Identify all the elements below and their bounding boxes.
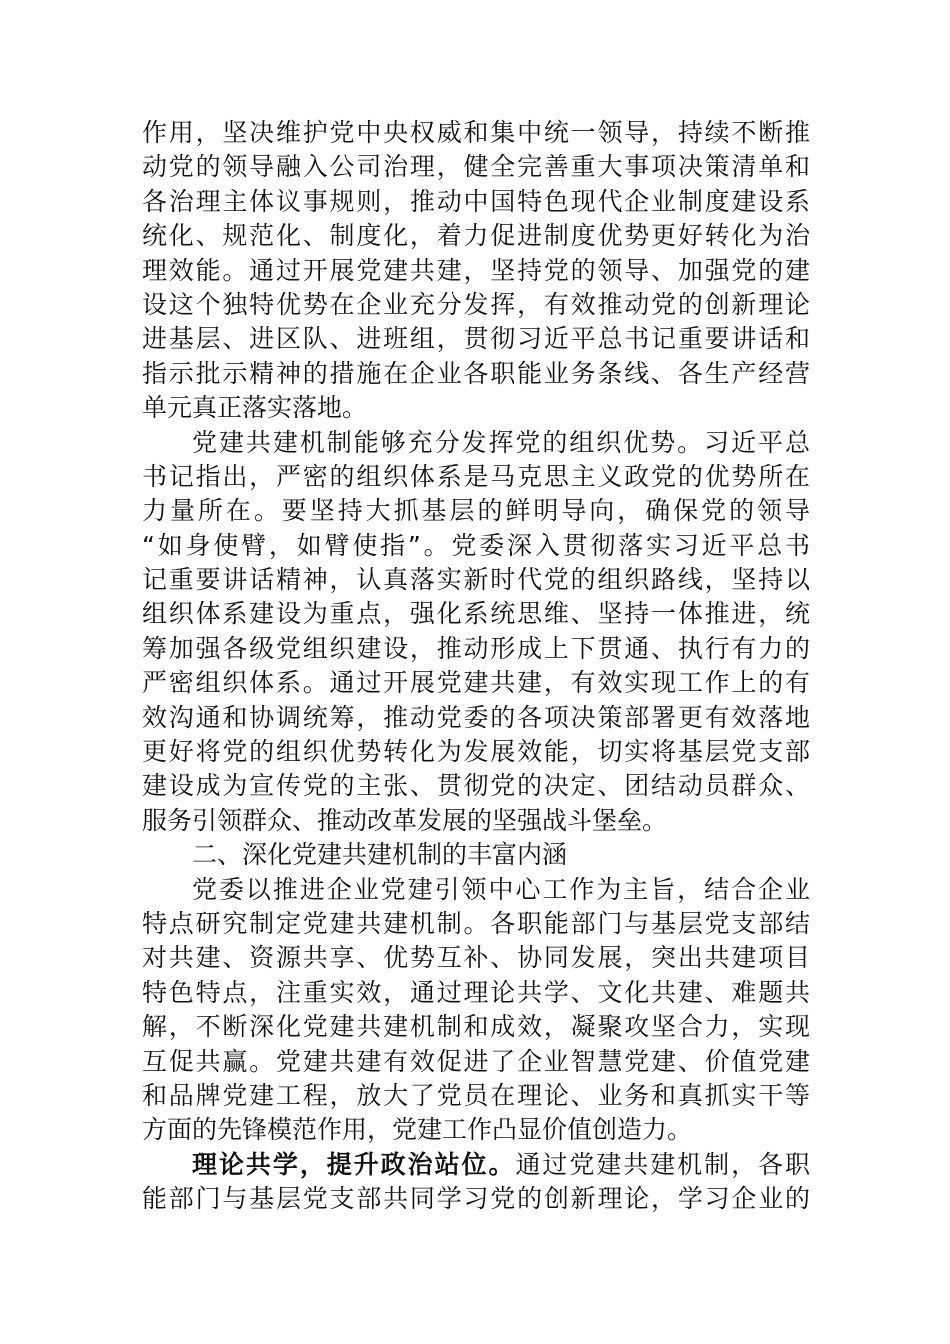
text-line: 设这个独特优势在企业充分发挥，有效推动党的创新理论 <box>142 289 810 319</box>
text-line: 方面的先锋模范作用，党建工作凸显价值创造力。 <box>142 1115 693 1145</box>
bold-lead-text: 理论共学，提升政治站位。 <box>192 1149 516 1179</box>
text-line: 筹加强各级党组织建设，推动形成上下贯通、执行有力的 <box>142 633 810 663</box>
text-line: 理效能。通过开展党建共建，坚持党的领导、加强党的建 <box>142 255 810 285</box>
text-line: 特点研究制定党建共建机制。各职能部门与基层党支部结 <box>142 908 810 938</box>
text-line: 和品牌党建工程，放大了党员在理论、业务和真抓实干等 <box>142 1080 810 1110</box>
text-line: 党建共建机制能够充分发挥党的组织优势。习近平总 <box>192 427 810 457</box>
text-line: 单元真正落实落地。 <box>142 393 368 423</box>
text-line: 各治理主体议事规则，推动中国特色现代企业制度建设系 <box>142 186 810 216</box>
paragraph-connotation <box>142 873 810 1148</box>
text-line <box>142 1148 810 1182</box>
text-line: 效沟通和协调统筹，推动党委的各项决策部署更有效落地 <box>142 702 810 732</box>
text-line: 进基层、进区队、进班组，贯彻习近平总书记重要讲话和 <box>142 324 810 354</box>
text-line: 统化、规范化、制度化，着力促进制度优势更好转化为治 <box>142 221 810 251</box>
text-line: 能部门与基层党支部共同学习党的创新理论，学习企业的 <box>142 1184 810 1214</box>
text-line: 互促共赢。党建共建有效促进了企业智慧党建、价值党建 <box>142 1046 810 1076</box>
paragraph-organization-advantage <box>142 426 810 839</box>
text-line: 更好将党的组织优势转化为发展效能，切实将基层党支部 <box>142 737 810 767</box>
text-line: 指示批示精神的措施在企业各职能业务条线、各生产经营 <box>142 358 810 388</box>
paragraph-theory-study <box>142 1148 810 1217</box>
text-line: 服务引领群众、推动改革发展的坚强战斗堡垒。 <box>142 805 668 835</box>
text-line: 记重要讲话精神，认真落实新时代党的组织路线，坚持以 <box>142 565 810 595</box>
text-line: 解，不断深化党建共建机制和成效，凝聚攻坚合力，实现 <box>142 1012 810 1042</box>
text-line: 对共建、资源共享、优势互补、协同发展，突出共建项目 <box>142 943 810 973</box>
document-page <box>142 116 810 1217</box>
text-line: 力量所在。要坚持大抓基层的鲜明导向，确保党的领导 <box>142 496 810 526</box>
text-line: 书记指出，严密的组织体系是马克思主义政党的优势所在 <box>142 461 810 491</box>
lead-rest-text: 通过党建共建机制，各职 <box>515 1149 810 1179</box>
heading-text: 二、深化党建共建机制的丰富内涵 <box>192 840 568 870</box>
text-line: 严密组织体系。通过开展党建共建，有效实现工作上的有 <box>142 668 810 698</box>
text-line: 动党的领导融入公司治理，健全完善重大事项决策清单和 <box>142 152 810 182</box>
text-line: “如身使臂，如臂使指”。党委深入贯彻落实习近平总书 <box>142 530 810 560</box>
text-line: 党委以推进企业党建引领中心工作为主旨，结合企业 <box>192 874 810 904</box>
text-line: 作用，坚决维护党中央权威和集中统一领导，持续不断推 <box>142 118 810 147</box>
text-line: 建设成为宣传党的主张、贯彻党的决定、团结动员群众、 <box>142 771 810 801</box>
text-line: 组织体系建设为重点，强化系统思维、坚持一体推进，统 <box>142 599 810 629</box>
paragraph-continuation <box>142 116 810 426</box>
text-line: 特色特点，注重实效，通过理论共学、文化共建、难题共 <box>142 977 810 1007</box>
section-heading <box>142 838 810 872</box>
